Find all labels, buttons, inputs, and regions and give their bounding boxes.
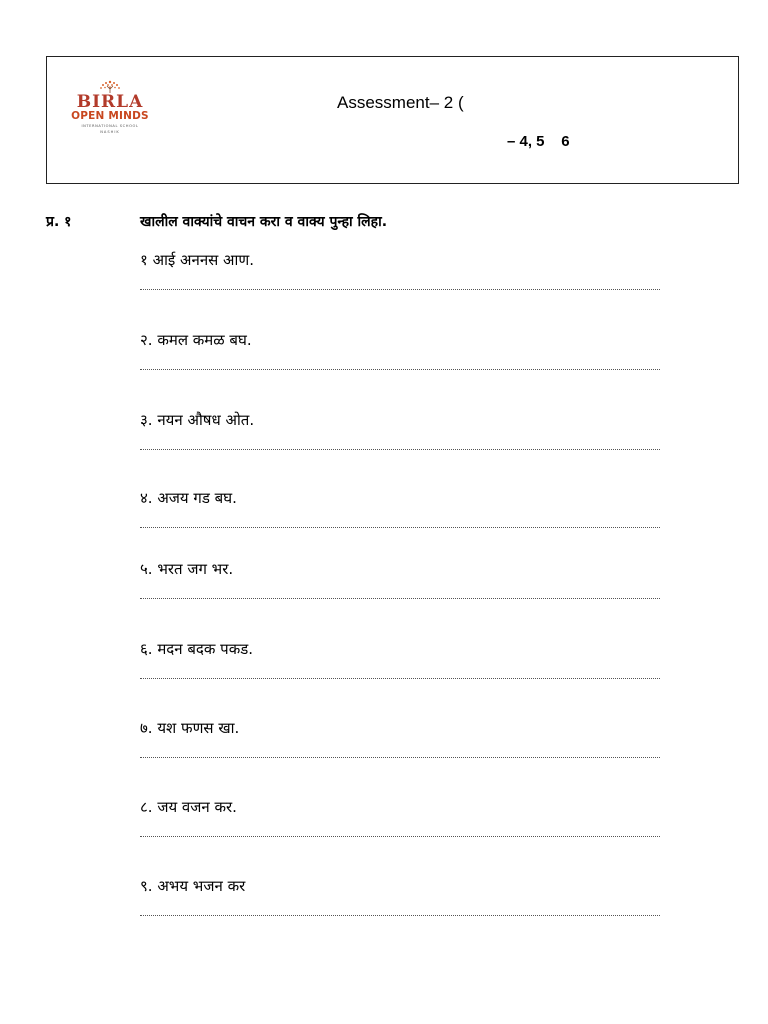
sentence-item [140, 488, 660, 528]
sentence-text: ५. भरत जग भर. [140, 560, 234, 578]
sentence-item [140, 639, 660, 679]
sentence-text: १ आई अननस आण. [140, 251, 254, 269]
sentence-item [140, 718, 660, 758]
writing-line[interactable] [140, 836, 660, 837]
sentence-item [140, 876, 660, 916]
sentence-text: ९. अभय भजन कर [140, 877, 246, 895]
sentence-text: ७. यश फणस खा. [140, 719, 240, 737]
writing-line[interactable] [140, 757, 660, 758]
logo-name: BIRLA [76, 92, 144, 112]
school-logo [69, 79, 151, 145]
question-number: प्र. १ [46, 214, 72, 230]
sentence-text: २. कमल कमळ बघ. [140, 331, 252, 349]
logo-city: NASHIK [100, 130, 120, 134]
sentence-item [140, 559, 660, 599]
sentence-item [140, 797, 660, 837]
writing-line[interactable] [140, 598, 660, 599]
writing-line[interactable] [140, 678, 660, 679]
tree-logo-icon [95, 79, 125, 93]
sentence-item [140, 410, 660, 450]
sentence-text: ८. जय वजन कर. [140, 798, 237, 816]
writing-line[interactable] [140, 369, 660, 370]
sentence-text: ६. मदन बदक पकड. [140, 640, 254, 658]
logo-subtitle: INTERNATIONAL SCHOOL [81, 124, 139, 128]
question-instruction: खालील वाक्यांचे वाचन करा व वाक्य पुन्हा लिहा. [140, 214, 388, 230]
logo-tagline: OPEN MINDS [71, 110, 149, 122]
header-box [46, 56, 739, 184]
grade-label: – 4, 5 6 [507, 133, 570, 150]
sentence-text: ३. नयन औषध ओत. [140, 411, 255, 429]
assessment-title: Assessment– 2 ( [337, 93, 464, 112]
writing-line[interactable] [140, 449, 660, 450]
sentence-text: ४. अजय गड बघ. [140, 489, 237, 507]
sentence-item [140, 250, 660, 290]
writing-line[interactable] [140, 289, 660, 290]
writing-line[interactable] [140, 527, 660, 528]
sentence-item [140, 330, 660, 370]
writing-line[interactable] [140, 915, 660, 916]
